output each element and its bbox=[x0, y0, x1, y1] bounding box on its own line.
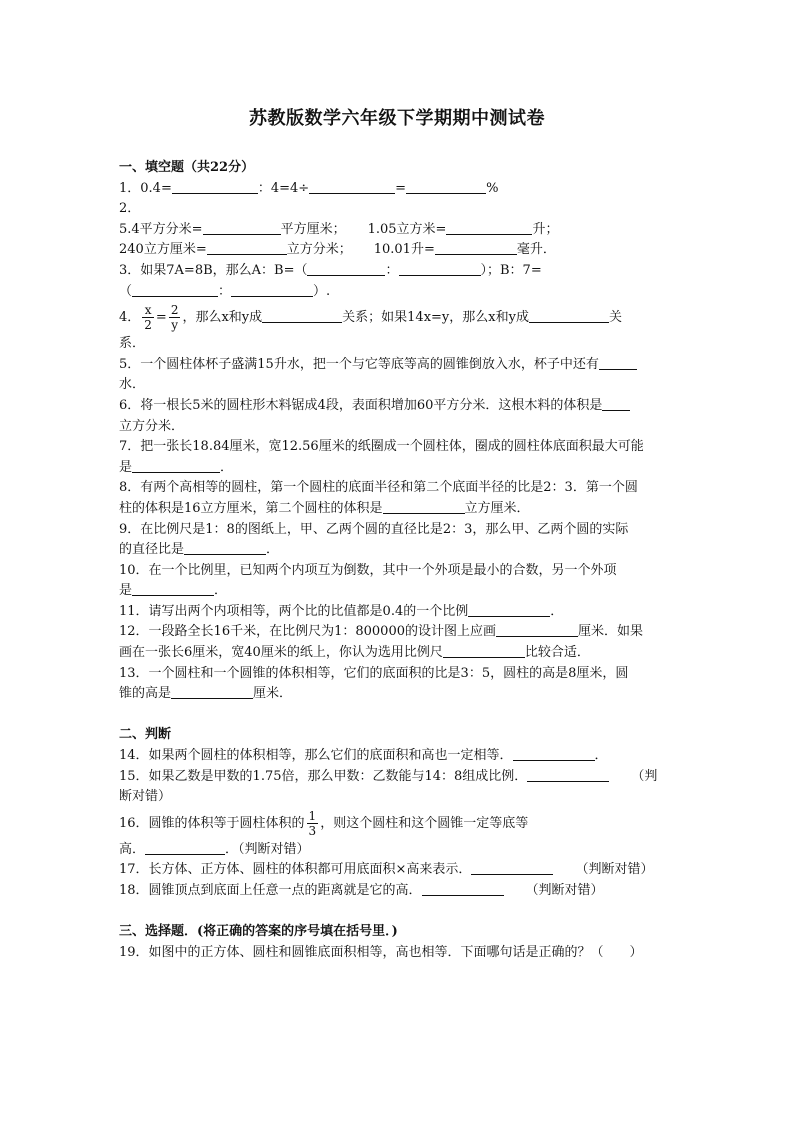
answer-blank[interactable] bbox=[171, 684, 253, 699]
answer-blank[interactable] bbox=[172, 179, 258, 194]
section-heading-fill-in: 一、填空题（共22分） bbox=[119, 160, 255, 175]
answer-blank[interactable] bbox=[383, 499, 465, 514]
answer-blank[interactable] bbox=[145, 840, 225, 855]
answer-blank[interactable] bbox=[406, 179, 486, 194]
answer-blank[interactable] bbox=[529, 308, 609, 323]
question-2-row-1: 5.4平方分米= 平方厘米； 1.05立方米= 升； bbox=[119, 221, 559, 237]
fraction-1-over-3: $\frac{1}{3}$ bbox=[308, 808, 317, 838]
question-12: 12．一段路全长16千米，在比例尺为1：800000的设计图上应画 厘米．如果 bbox=[119, 624, 643, 640]
question-6-cont: 立方分米． bbox=[119, 418, 185, 434]
question-2-number: 2． bbox=[119, 201, 141, 217]
question-15: 15．如果乙数是甲数的1.75倍，那么甲数：乙数能与14：8组成比例． （判 bbox=[119, 768, 658, 784]
answer-blank[interactable] bbox=[399, 261, 481, 276]
section-heading-multiple-choice: 三、选择题．(将正确的答案的序号填在括号里．) bbox=[119, 924, 398, 940]
question-13: 13．一个圆柱和一个圆锥的体积相等，它们的底面积的比是3：5，圆柱的高是8厘米，圆 bbox=[119, 665, 629, 681]
answer-blank[interactable] bbox=[602, 396, 630, 411]
question-17: 17．长方体、正方体、圆柱的体积都可用底面积×高来表示． （判断对错） bbox=[119, 862, 654, 878]
page-title: 苏教版数学六年级下学期期中测试卷 bbox=[249, 108, 545, 129]
answer-blank[interactable] bbox=[468, 602, 550, 617]
answer-blank[interactable] bbox=[471, 860, 553, 875]
question-16-cont: 高． ．（判断对错） bbox=[119, 841, 310, 857]
section-heading-true-false: 二、判断 bbox=[119, 727, 172, 743]
question-8-cont: 柱的体积是16立方厘米，第二个圆柱的体积是 立方厘米． bbox=[119, 500, 530, 516]
exam-content bbox=[119, 158, 679, 963]
answer-blank[interactable] bbox=[599, 355, 637, 370]
question-8: 8．有两个高相等的圆柱，第一个圆柱的底面半径和第二个底面半径的比是2：3．第一个圆 bbox=[119, 480, 638, 496]
answer-blank[interactable] bbox=[513, 746, 595, 761]
question-10-cont: 是 ． bbox=[119, 583, 228, 599]
answer-blank[interactable] bbox=[307, 261, 385, 276]
question-9: 9．在比例尺是1：8的图纸上，甲、乙两个圆的直径比是2：3，那么甲、乙两个圆的实际 bbox=[119, 521, 629, 537]
question-6: 6．将一根长5米的圆柱形木料锯成4段，表面积增加60平方分米．这根木料的体积是 bbox=[119, 396, 679, 417]
answer-blank[interactable] bbox=[132, 282, 218, 297]
question-3-cont: （ ： ）. bbox=[119, 283, 331, 299]
question-7: 7．把一张长18.84厘米，宽12.56厘米的纸圈成一个圆柱体，圈成的圆柱体底面积最大可能 bbox=[119, 439, 644, 455]
answer-blank[interactable] bbox=[184, 540, 266, 555]
question-18: 18．圆锥顶点到底面上任意一点的距离就是它的高． （判断对错） bbox=[119, 883, 604, 898]
question-2-row-2: 240立方厘米= 立方分米； 10.01升= 毫升． bbox=[119, 242, 556, 258]
question-9-cont: 的直径比是 ． bbox=[119, 542, 280, 558]
fraction-x-over-2: $\frac{x}{2}$ bbox=[144, 303, 152, 333]
answer-blank[interactable] bbox=[231, 282, 313, 297]
answer-blank[interactable] bbox=[446, 220, 532, 235]
answer-blank[interactable] bbox=[203, 220, 281, 235]
question-12-cont: 画在一张长6厘米，宽40厘米的纸上，你认为选用比例尺 比较合适． bbox=[119, 645, 590, 661]
question-13-cont: 锥的高是 厘米． bbox=[119, 686, 293, 702]
answer-blank[interactable] bbox=[207, 240, 287, 255]
question-10: 10．在一个比例里，已知两个内项互为倒数，其中一个外项是最小的合数，另一个外项 bbox=[119, 562, 617, 578]
question-15-cont: 断对错） bbox=[119, 789, 172, 805]
question-3: 3．如果7A=8B，那么A：B=（ ： ）；B：7= bbox=[119, 262, 542, 278]
answer-blank[interactable] bbox=[496, 622, 578, 637]
answer-blank[interactable] bbox=[309, 179, 395, 194]
question-4: 4． $\frac{x}{2}$ = $\frac{2}{y}$ ，那么x和y成 关系；如果14x=y，那么x和y成 关 bbox=[119, 303, 622, 333]
question-1: 1．0.4= ：4=4÷ = % bbox=[119, 180, 499, 196]
answer-blank[interactable] bbox=[435, 240, 517, 255]
question-7-cont: 是 ． bbox=[119, 459, 234, 475]
question-16: 16．圆锥的体积等于圆柱体积的 $\frac{1}{3}$ ，则这个圆柱和这个圆锥一定等底等 bbox=[119, 808, 529, 838]
answer-blank[interactable] bbox=[262, 308, 342, 323]
question-11: 11．请写出两个内项相等，两个比的比值都是0.4的一个比例 ． bbox=[119, 603, 564, 619]
question-19: 19．如图中的正方体、圆柱和圆锥底面积相等，高也相等．下面哪句话是正确的？（ ） bbox=[119, 944, 643, 960]
question-4-cont: 系． bbox=[119, 336, 146, 352]
answer-blank[interactable] bbox=[132, 581, 214, 596]
answer-blank[interactable] bbox=[527, 767, 609, 782]
fraction-2-over-y: $\frac{2}{y}$ bbox=[170, 303, 179, 333]
question-5-cont: 水． bbox=[119, 377, 146, 393]
answer-blank[interactable] bbox=[443, 643, 525, 658]
answer-blank[interactable] bbox=[132, 458, 220, 473]
question-5: 5．一个圆柱体杯子盛满15升水，把一个与它等底等高的圆锥倒放入水，杯子中还有 bbox=[119, 355, 679, 376]
answer-blank[interactable] bbox=[422, 881, 504, 896]
question-14: 14．如果两个圆柱的体积相等，那么它们的底面积和高也一定相等． ． bbox=[119, 748, 608, 764]
